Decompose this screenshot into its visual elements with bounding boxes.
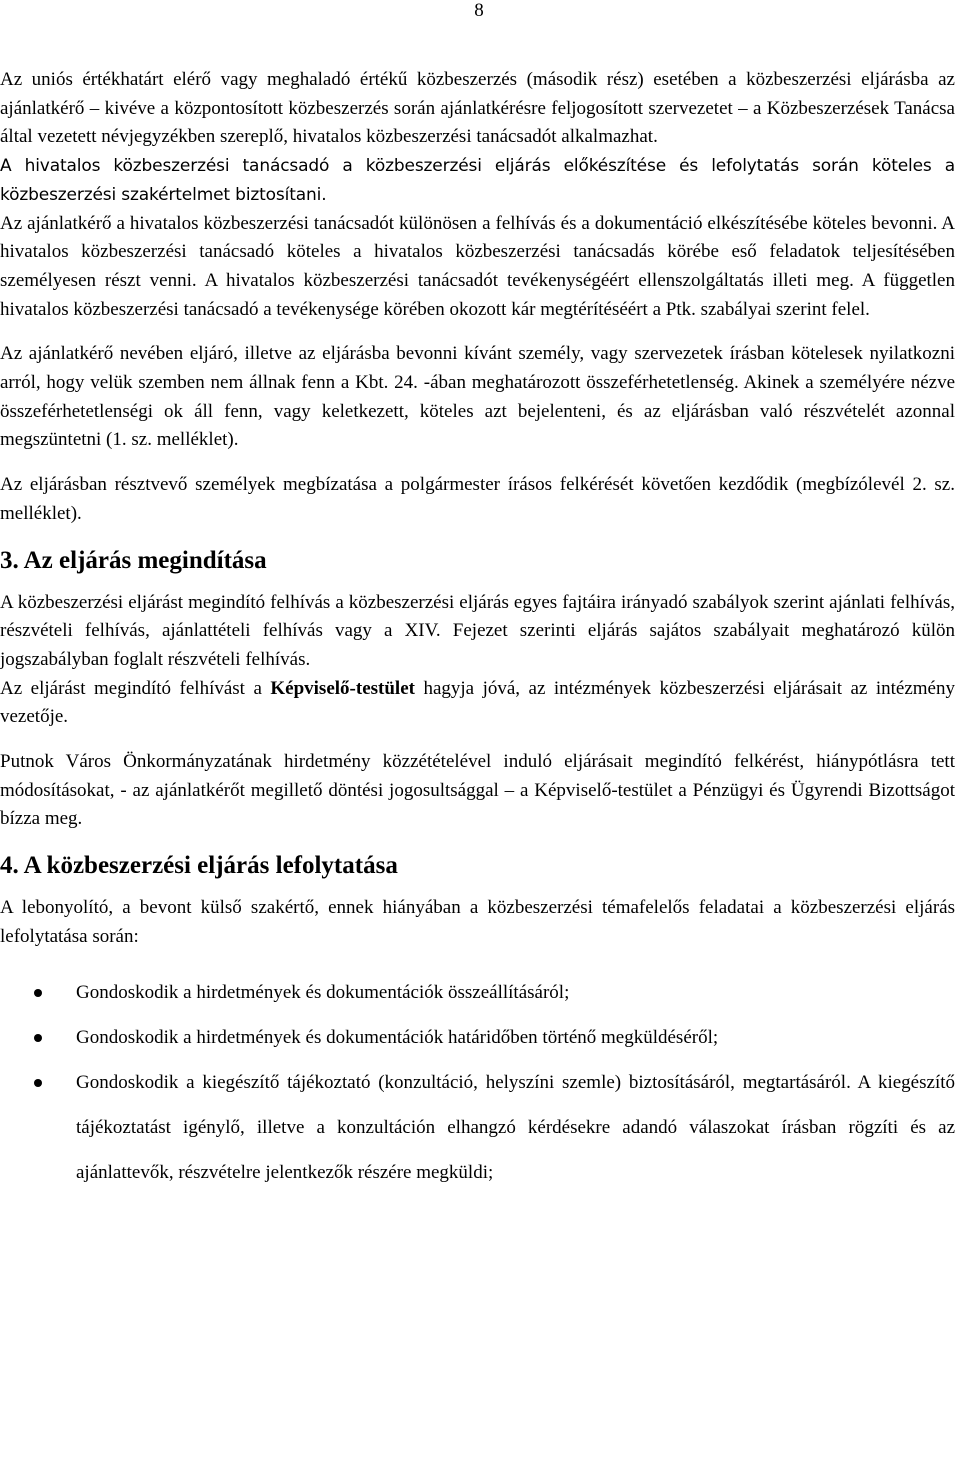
bullet-icon <box>34 989 42 997</box>
page-number: 8 <box>474 0 484 21</box>
paragraph-tanacsado-bevonasa: Az ajánlatkérő a hivatalos közbeszerzési tanácsadót különösen a felhívás és a dokumentáció elkészítésébe köteles bevonni. A hivatalos közbeszerzési tanácsadó köteles a hivatalos közbeszerzési tanácsadás körébe eső feladatok teljesítésében személyesen részt venni. A hivatalos közbeszerzési tanácsadót tevékenységéért ellenszolgáltatás illeti meg. A független hivatalos közbeszerzési tanácsadó a tevékenysége körében okozott kár megtérítéséért a Ptk. szabályai szerint felel. <box>0 212 955 320</box>
paragraph-megindito-felhivas: A közbeszerzési eljárást megindító felhívás a közbeszerzési eljárás egyes fajtáira irányadó szabályok szerint ajánlati felhívás, részvételi felhívás, ajánlattételi felhívás vagy a XIV. Fejezet szerinti eljárás sajátos szabályait meghatározó külön jogszabályban foglalt részvételi felhívás. <box>0 591 955 670</box>
paragraph-osszeferhetetlenseg: Az ajánlatkérő nevében eljáró, illetve az eljárásba bevonni kívánt személy, vagy szervezetek írásban kötelesek nyilatkozni arról, hogy velük szemben nem állnak fenn a Kbt. 24. -ában meghatározott összeférhetetlenség. Akinek a személyére nézve összeférhetetlenségi ok áll fenn, vagy keletkezett, köteles azt bejelenteni, és az eljárásban való részvételét azonnal megszüntetni (1. sz. melléklet). <box>0 343 955 451</box>
list-item <box>0 1015 955 1060</box>
jovahagyas-text-after: hagyja jóvá, az intézmények közbeszerzési eljárásait az intézmény vezetője. <box>0 677 955 728</box>
section-heading-3: 3. Az eljárás megindítása <box>0 546 267 574</box>
paragraph-uniós-tanacsado: Az uniós értékhatárt elérő vagy meghaladó értékű közbeszerzés (második rész) esetében a közbeszerzési eljárásba az ajánlatkérő – kivéve a központosított közbeszerzés során ajánlatkérésre feljogosított szervezetet – a Közbeszerzések Tanácsa által vezetett névjegyzékben szereplő, hivatalos közbeszerzési tanácsadót alkalmazhat. <box>0 69 955 148</box>
bullet-icon <box>34 1034 42 1042</box>
list-item-text: Gondoskodik a hirdetmények és dokumentációk határidőben történő megküldéséről; <box>76 1026 719 1048</box>
list-item-text: Gondoskodik a kiegészítő tájékoztató (konzultáció, helyszíni szemle) biztosításáról, megtartásáról. A kiegészítő tájékoztatást igénylő, illetve a konzultáción elhangzó kérdésekre adandó válaszokat írásban rögzíti és az ajánlattevők, részvételre jelentkezők részére megküldi; <box>76 1071 955 1183</box>
list-item-text: Gondoskodik a hirdetmények és dokumentációk összeállításáról; <box>76 981 570 1003</box>
paragraph-jovahagyas <box>0 675 955 732</box>
kepviselo-testulet-bold: Képviselő-testület <box>270 677 415 699</box>
paragraph-putnok-felkeres: Putnok Város Önkormányzatának hirdetmény közzétételével induló eljárásait megindító felkérést, hiánypótlásra tett módosításokat, - az ajánlatkérőt megillető döntési jogosultsággal – a Képviselő-testület a Pénzügyi és Ügyrendi Bizottságot bízza meg. <box>0 751 955 830</box>
paragraph-szakertelem: A hivatalos közbeszerzési tanácsadó a közbeszerzési eljárás előkészítése és lefolytatás során köteles a közbeszerzési szakértelmet biztosítani. <box>0 156 955 205</box>
list-item <box>0 970 955 1015</box>
paragraph-lebonyolito-feladatai: A lebonyolító, a bevont külső szakértő, ennek hiányában a közbeszerzési témafelelős feladatai a közbeszerzési eljárás lefolytatása során: <box>0 897 955 947</box>
jovahagyas-text-before: Az eljárást megindító felhívást a <box>0 677 271 699</box>
list-item <box>0 1060 955 1195</box>
section-heading-4: 4. A közbeszerzési eljárás lefolytatása <box>0 852 398 880</box>
document-body <box>0 66 955 1195</box>
bullet-icon <box>34 1079 42 1087</box>
paragraph-megbizatas: Az eljárásban résztvevő személyek megbízatása a polgármester írásos felkérését követően kezdődik (megbízólevél 2. sz. melléklet). <box>0 474 955 524</box>
task-list <box>0 970 955 1195</box>
